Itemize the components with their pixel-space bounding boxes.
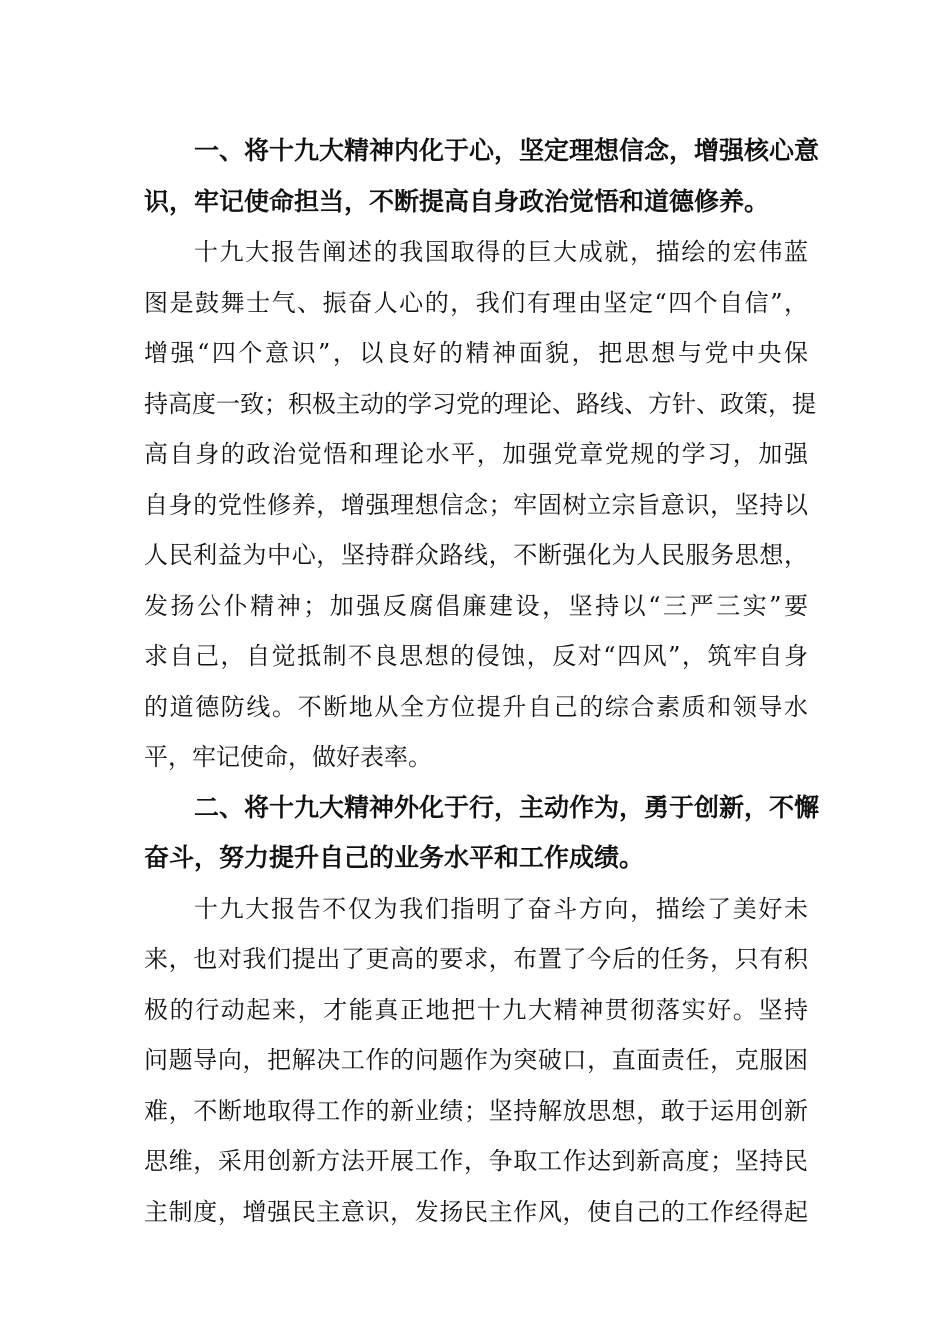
paragraph-line: 图是鼓舞士气、振奋人心的，我们有理由坚定“四个自信”， [144, 288, 808, 317]
paragraph-line: 的道德防线。不断地从全方位提升自己的综合素质和领导水 [144, 692, 808, 721]
paragraph-line: 自身的党性修养，增强理想信念；牢固树立宗旨意识，坚持以 [144, 490, 808, 519]
paragraph-line: 十九大报告阐述的我国取得的巨大成就，描绘的宏伟蓝 [194, 238, 808, 266]
section-1-paragraph [144, 227, 816, 783]
paragraph-line: 极的行动起来，才能真正地把十九大精神贯彻落实好。坚持 [144, 995, 808, 1024]
paragraph-line: 主制度，增强民主意识，发扬民主作风，使自己的工作经得起 [144, 1197, 808, 1226]
heading-line: 识，牢记使命担当，不断提高自身政治觉悟和道德修养。 [144, 186, 770, 216]
paragraph-line: 高自身的政治觉悟和理论水平，加强党章党规的学习，加强 [144, 440, 808, 468]
section-2-heading [144, 783, 820, 884]
section-2-paragraph [144, 884, 808, 1238]
paragraph-line: 思维，采用创新方法开展工作，争取工作达到新高度；坚持民 [144, 1147, 808, 1175]
heading-line: 二、将十九大精神外化于行，主动作为，勇于创新，不懈 [194, 792, 820, 822]
heading-line: 一、将十九大精神内化于心，坚定理想信念，增强核心意 [194, 136, 820, 165]
paragraph-line: 问题导向，把解决工作的问题作为突破口，直面责任，克服困 [144, 1046, 808, 1074]
document-content [144, 126, 820, 1237]
paragraph-line: 来，也对我们提出了更高的要求，布置了今后的任务，只有积 [144, 945, 808, 973]
paragraph-line: 十九大报告不仅为我们指明了奋斗方向，描绘了美好未 [194, 894, 808, 923]
paragraph-line: 求自己，自觉抵制不良思想的侵蚀，反对“四风”，筑牢自身 [144, 642, 808, 670]
paragraph-line: 难，不断地取得工作的新业绩；坚持解放思想，敢于运用创新 [144, 1096, 808, 1125]
section-1-heading [144, 126, 820, 227]
paragraph-line: 平，牢记使命，做好表率。 [144, 743, 432, 771]
paragraph-line: 发扬公仆精神；加强反腐倡廉建设，坚持以“三严三实”要 [144, 591, 808, 620]
paragraph-line: 持高度一致；积极主动的学习党的理论、路线、方针、政策，提 [144, 389, 816, 418]
heading-line: 奋斗，努力提升自己的业务水平和工作成绩。 [144, 843, 645, 872]
paragraph-line: 增强“四个意识”，以良好的精神面貌，把思想与党中央保 [144, 339, 808, 367]
paragraph-line: 人民利益为中心，坚持群众路线，不断强化为人民服务思想， [144, 541, 808, 569]
